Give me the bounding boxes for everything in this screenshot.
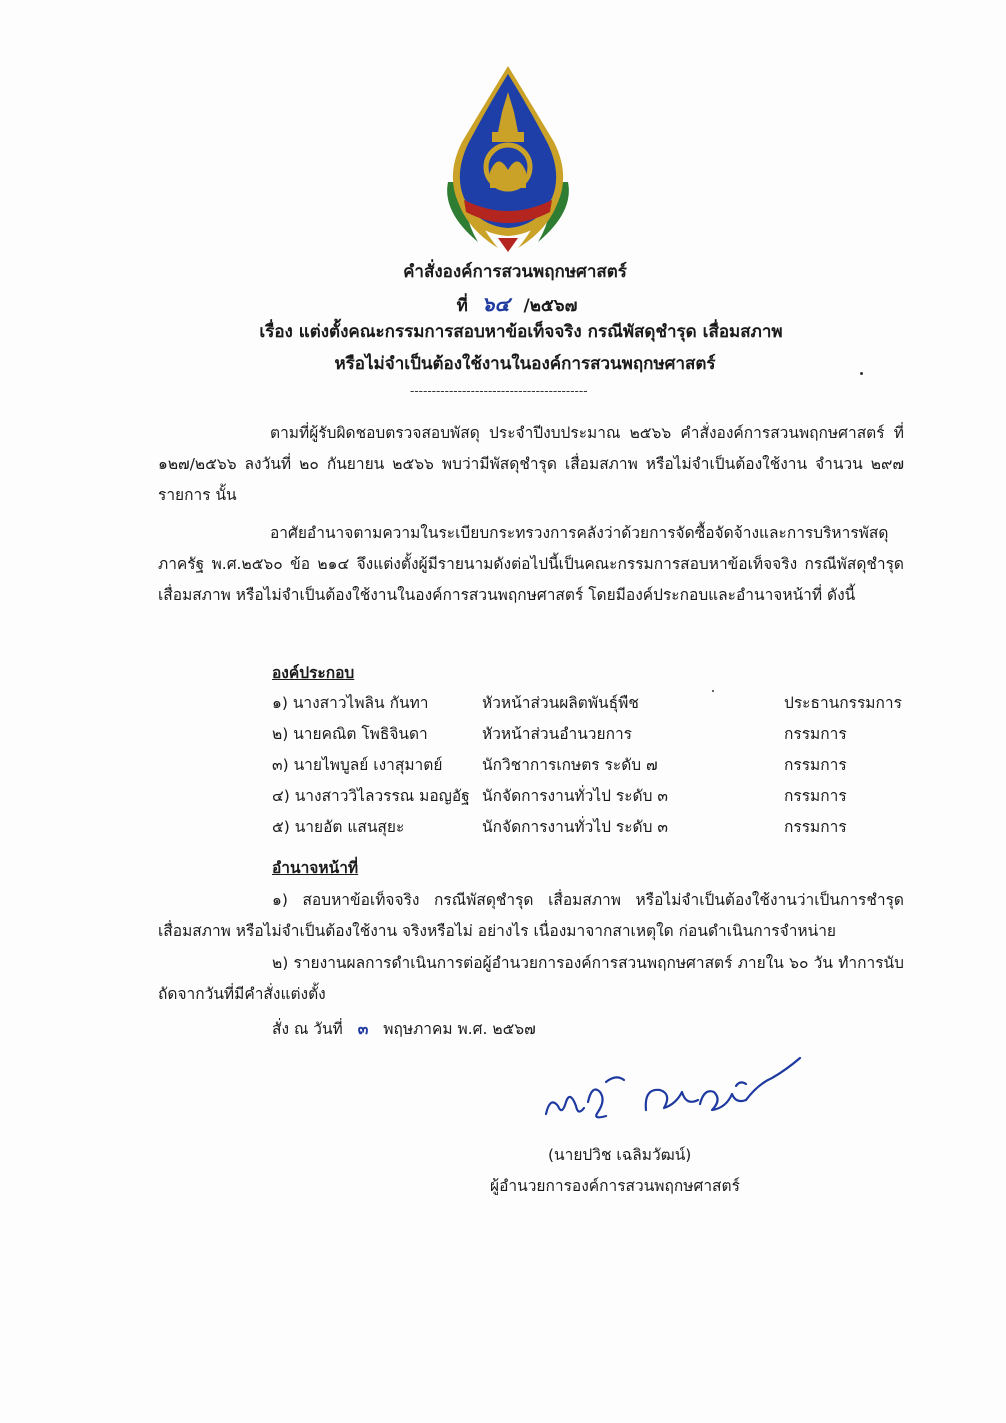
organization-logo [438, 62, 578, 254]
member-name: ๕) นายอัต แสนสุยะ [272, 818, 405, 836]
body-paragraph-2: อาศัยอำนาจตามความในระเบียบกระทรวงการคลังว่าด้วยการจัดซื้อจัดจ้างและการบริหารพัสดุภาครัฐ พ.ศ.๒๕๖๐ ข้อ ๒๑๔ จึงแต่งตั้งผู้มีรายนามดังต่อไปนี้เป็นคณะกรรมการสอบหาข้อเท็จจริง กรณีพัสดุชำรุด เสื่อมสภาพ หรือไม่จำเป็นต้องใช้งานในองค์การสวนพฤกษศาสตร์ โดยมีองค์ประกอบและอำนาจหน้าที่ ดังนี้ [158, 524, 904, 604]
given-suffix: พฤษภาคม พ.ศ. ๒๕๖๗ [383, 1020, 536, 1038]
member-role: กรรมการ [784, 725, 847, 743]
member-name: ๒) นายคณิต โพธิจินดา [272, 725, 428, 743]
handwritten-signature [536, 1044, 806, 1134]
member-row [272, 783, 912, 813]
subject-line-1: เรื่อง แต่งตั้งคณะกรรมการสอบหาข้อเท็จจริง กรณีพัสดุชำรุด เสื่อมสภาพ [259, 322, 783, 342]
member-role: กรรมการ [784, 787, 847, 805]
signer-name: (นายปวิช เฉลิมวัฒน์) [548, 1146, 692, 1164]
member-role: กรรมการ [784, 818, 847, 836]
member-position: หัวหน้าส่วนผลิตพันธุ์พืช [482, 694, 639, 712]
member-role: กรรมการ [784, 756, 847, 774]
subject-line-2: หรือไม่จำเป็นต้องใช้งานในองค์การสวนพฤกษศาสตร์ [334, 354, 716, 374]
member-row [272, 752, 912, 782]
member-row [272, 721, 912, 751]
duty-item-1: ๑) สอบหาข้อเท็จจริง กรณีพัสดุชำรุด เสื่อมสภาพ หรือไม่จำเป็นต้องใช้งานว่าเป็นการชำรุด เสื่อมสภาพ หรือไม่จำเป็นต้องใช้งาน จริงหรือไม่ อย่างไร เนื่องมาจากสาเหตุใด ก่อนดำเนินการจำหน่าย [158, 891, 904, 940]
given-date-line [272, 1016, 536, 1041]
order-number-suffix: /๒๕๖๗ [523, 296, 578, 316]
order-number-line [14, 288, 1006, 320]
composition-heading: องค์ประกอบ [272, 664, 355, 682]
given-day: ๓ [357, 1020, 369, 1038]
member-name: ๓) นายไพบูลย์ เงาสุมาตย์ [272, 756, 443, 774]
member-name: ๔) นางสาววิไลวรรณ มอญอัฐ [272, 787, 470, 805]
member-position: นักวิชาการเกษตร ระดับ ๗ [482, 756, 658, 774]
member-position: หัวหน้าส่วนอำนวยการ [482, 725, 633, 743]
title-divider: ----------------------------------------- [410, 384, 588, 398]
scan-speck [712, 690, 714, 692]
body-paragraph-1: ตามที่ผู้รับผิดชอบตรวจสอบพัสดุ ประจำปีงบประมาณ ๒๕๖๖ คำสั่งองค์การสวนพฤกษศาสตร์ ที่ ๑๒๗/๒๕๖๖ ลงวันที่ ๒๐ กันยายน ๒๕๖๖ พบว่ามีพัสดุชำรุด เสื่อมสภาพ หรือไม่จำเป็นต้องใช้งาน จำนวน ๒๙๗ รายการ นั้น [158, 424, 904, 504]
document-title: คำสั่งองค์การสวนพฤกษศาสตร์ [403, 262, 627, 282]
scan-speck [860, 372, 863, 375]
duty-item-2: ๒) รายงานผลการดำเนินการต่อผู้อำนวยการองค์การสวนพฤกษศาสตร์ ภายใน ๖๐ วัน ทำการนับถัดจากวันที่มีคำสั่งแต่งตั้ง [158, 954, 904, 1003]
signer-title: ผู้อำนวยการองค์การสวนพฤกษศาสตร์ [490, 1177, 740, 1195]
member-position: นักจัดการงานทั่วไป ระดับ ๓ [482, 818, 668, 836]
member-position: นักจัดการงานทั่วไป ระดับ ๓ [482, 787, 668, 805]
order-number-handwritten: ๖๔ [481, 292, 510, 316]
member-row [272, 814, 912, 844]
duties-heading: อำนาจหน้าที่ [272, 859, 359, 877]
order-number-prefix: ที่ [456, 296, 468, 316]
member-role: ประธานกรรมการ [784, 694, 902, 712]
member-row [272, 690, 912, 720]
given-prefix: สั่ง ณ วันที่ [272, 1020, 343, 1038]
member-name: ๑) นางสาวไพลิน กันทา [272, 694, 429, 712]
